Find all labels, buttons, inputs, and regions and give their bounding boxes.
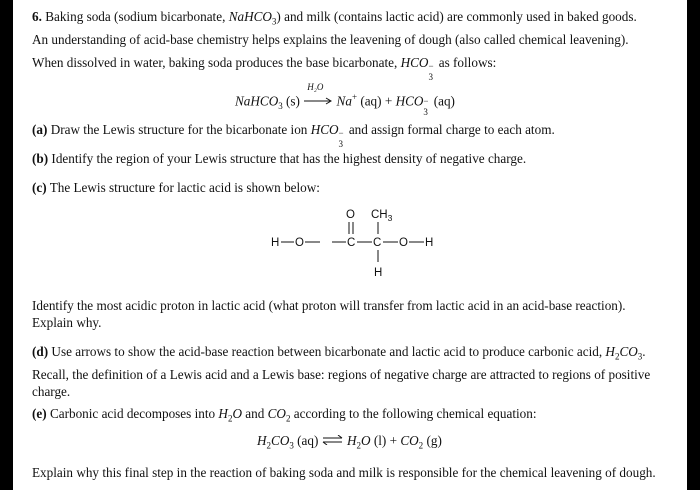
hydrogen-right: H <box>425 237 434 249</box>
question-page <box>13 0 687 490</box>
reaction-arrow: H₂O <box>303 92 333 106</box>
part-c-question: Identify the most acidic proton in lactic acid (what proton will transfer from lactic acid in an acid-base reaction). Explain why. <box>32 298 626 330</box>
dissolution-equation: NaHCO$_3$ (s) H₂O Na+ (aq) + HCO 3 − (aq) <box>235 82 455 118</box>
part-b: (b) Identify the region of your Lewis structure that has the highest density of negative charge. <box>32 151 527 166</box>
hydrogen-left: H <box>271 237 280 249</box>
equilibrium-arrow <box>322 435 344 445</box>
carbon-alpha: C <box>373 237 382 249</box>
part-c: (c) The Lewis structure for lactic acid is shown below: <box>32 180 320 195</box>
methyl-label: $CH_3$ <box>371 209 393 223</box>
carbonyl-oxygen: O <box>346 209 355 221</box>
oxygen-left: O <box>295 237 304 249</box>
hydrogen-bottom: H <box>374 267 383 279</box>
oxygen-right: O <box>399 237 408 249</box>
part-a: (a) Draw the Lewis structure for the bicarbonate ion HCO 3 − and assign formal charge to each atom. <box>32 122 555 149</box>
lactic-acid-structure <box>268 204 448 282</box>
final-question: Explain why this final step in the reaction of baking soda and milk is responsible for the chemical leavening of dough. <box>32 465 656 480</box>
dissolve-text: When dissolved in water, baking soda produces the base bicarbonate, HCO 3 − as follows: <box>32 55 497 82</box>
part-d: (d) Use arrows to show the acid-base reaction between bicarbonate and lactic acid to produce carbonic acid, $H_2CO_3$. Recall, the definition of a Lewis acid and a Lewis base: regions of negative charge are attracted to regions of positive charge. <box>32 344 651 399</box>
question-number: 6. <box>32 9 42 24</box>
intro-paragraph: 6. Baking soda (sodium bicarbonate, NaHCO$_3$) and milk (contains lactic acid) are commonly used in baked goods. An understanding of acid-base chemistry helps explains the leavening of dough (also called chemical leavening). <box>32 9 637 47</box>
carbon-carbonyl: C <box>347 237 356 249</box>
decomposition-equation: $H_2CO_3$ (aq) $H_2O$ $(l) + CO_2$ (g) <box>257 433 442 451</box>
part-e: (e) Carbonic acid decomposes into $H_2O$ and $CO_2$ according to the following chemical equation: <box>32 406 537 424</box>
